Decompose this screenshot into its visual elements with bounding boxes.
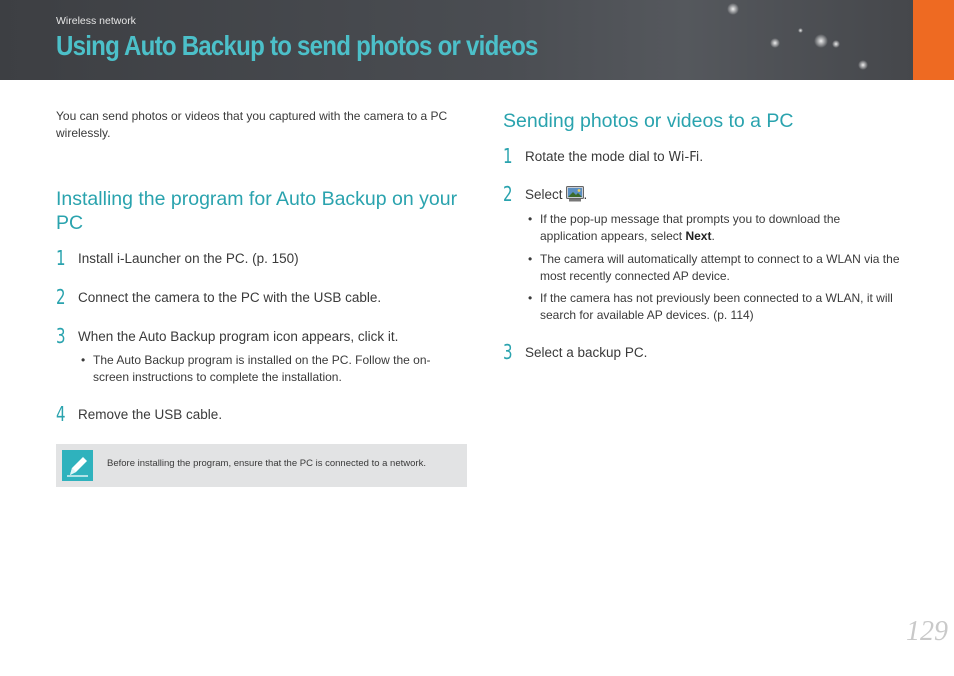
bullet-dot: • (528, 212, 533, 226)
send-step-2 (503, 184, 587, 207)
send-bullet-1 (528, 211, 898, 245)
send-bullet-2 (528, 251, 908, 285)
sparkle-decoration (727, 3, 739, 15)
step-text: Remove the USB cable. (78, 407, 223, 422)
step-number: 2 (503, 182, 513, 206)
install-step-3-bullet (81, 352, 451, 386)
send-heading: Sending photos or videos to a PC (503, 110, 794, 132)
auto-backup-icon (566, 186, 584, 207)
pencil-icon (62, 450, 93, 481)
step-number: 1 (56, 246, 66, 270)
install-heading: Installing the program for Auto Backup on your PC (56, 188, 458, 234)
sparkle-decoration (770, 38, 780, 48)
wifi-mode-label: Wi-Fi (668, 150, 700, 165)
step-text: Install i-Launcher on the PC. (p. 150) (78, 251, 299, 266)
step-number: 2 (56, 285, 66, 309)
step-text: Connect the camera to the PC with the USB cable. (78, 290, 382, 305)
bullet-text: The Auto Backup program is installed on the PC. Follow the on-screen instructions to complete the installation. (93, 353, 431, 384)
step-end: . (699, 149, 704, 164)
sparkle-decoration (858, 60, 868, 70)
step-text: Select a backup PC. (525, 345, 648, 360)
bullet-text: The camera will automatically attempt to connect to a WLAN via the most recently connected AP device. (540, 252, 900, 283)
section-label: Wireless network (56, 15, 136, 27)
bullet-dot: • (528, 252, 533, 266)
install-step-1 (56, 248, 299, 268)
next-label: Next (685, 229, 712, 243)
step-text: Rotate the mode dial to (525, 149, 665, 164)
page-title: Using Auto Backup to send photos or videos (56, 30, 538, 61)
send-step-1 (503, 146, 703, 167)
bullet-text: If the pop-up message that prompts you to download the application appears, select (540, 212, 841, 243)
sparkle-decoration (798, 28, 803, 33)
step-number: 4 (56, 402, 66, 426)
step-number: 3 (503, 340, 513, 364)
send-bullet-3 (528, 290, 913, 324)
bullet-end: . (711, 229, 715, 243)
intro-text: You can send photos or videos that you captured with the camera to a PC wirelessly. (56, 109, 448, 140)
note-text: Before installing the program, ensure that the PC is connected to a network. (107, 458, 426, 469)
install-step-3 (56, 326, 398, 346)
bullet-dot: • (528, 291, 533, 305)
step-number: 3 (56, 324, 66, 348)
page-number: 129 (906, 616, 948, 647)
bullet-dot: • (81, 353, 86, 367)
install-step-4 (56, 404, 222, 424)
step-end: . (583, 187, 588, 202)
step-text: Select (525, 187, 563, 202)
chapter-tab (913, 0, 954, 80)
sparkle-decoration (832, 40, 840, 48)
install-step-2 (56, 287, 381, 307)
step-number: 1 (503, 144, 513, 168)
step-text: When the Auto Backup program icon appears, click it. (78, 329, 399, 344)
bullet-text: If the camera has not previously been connected to a WLAN, it will search for available AP devices. (p. 114) (540, 291, 893, 322)
note-box (56, 444, 467, 487)
sparkle-decoration (814, 34, 828, 48)
send-step-3 (503, 342, 647, 362)
